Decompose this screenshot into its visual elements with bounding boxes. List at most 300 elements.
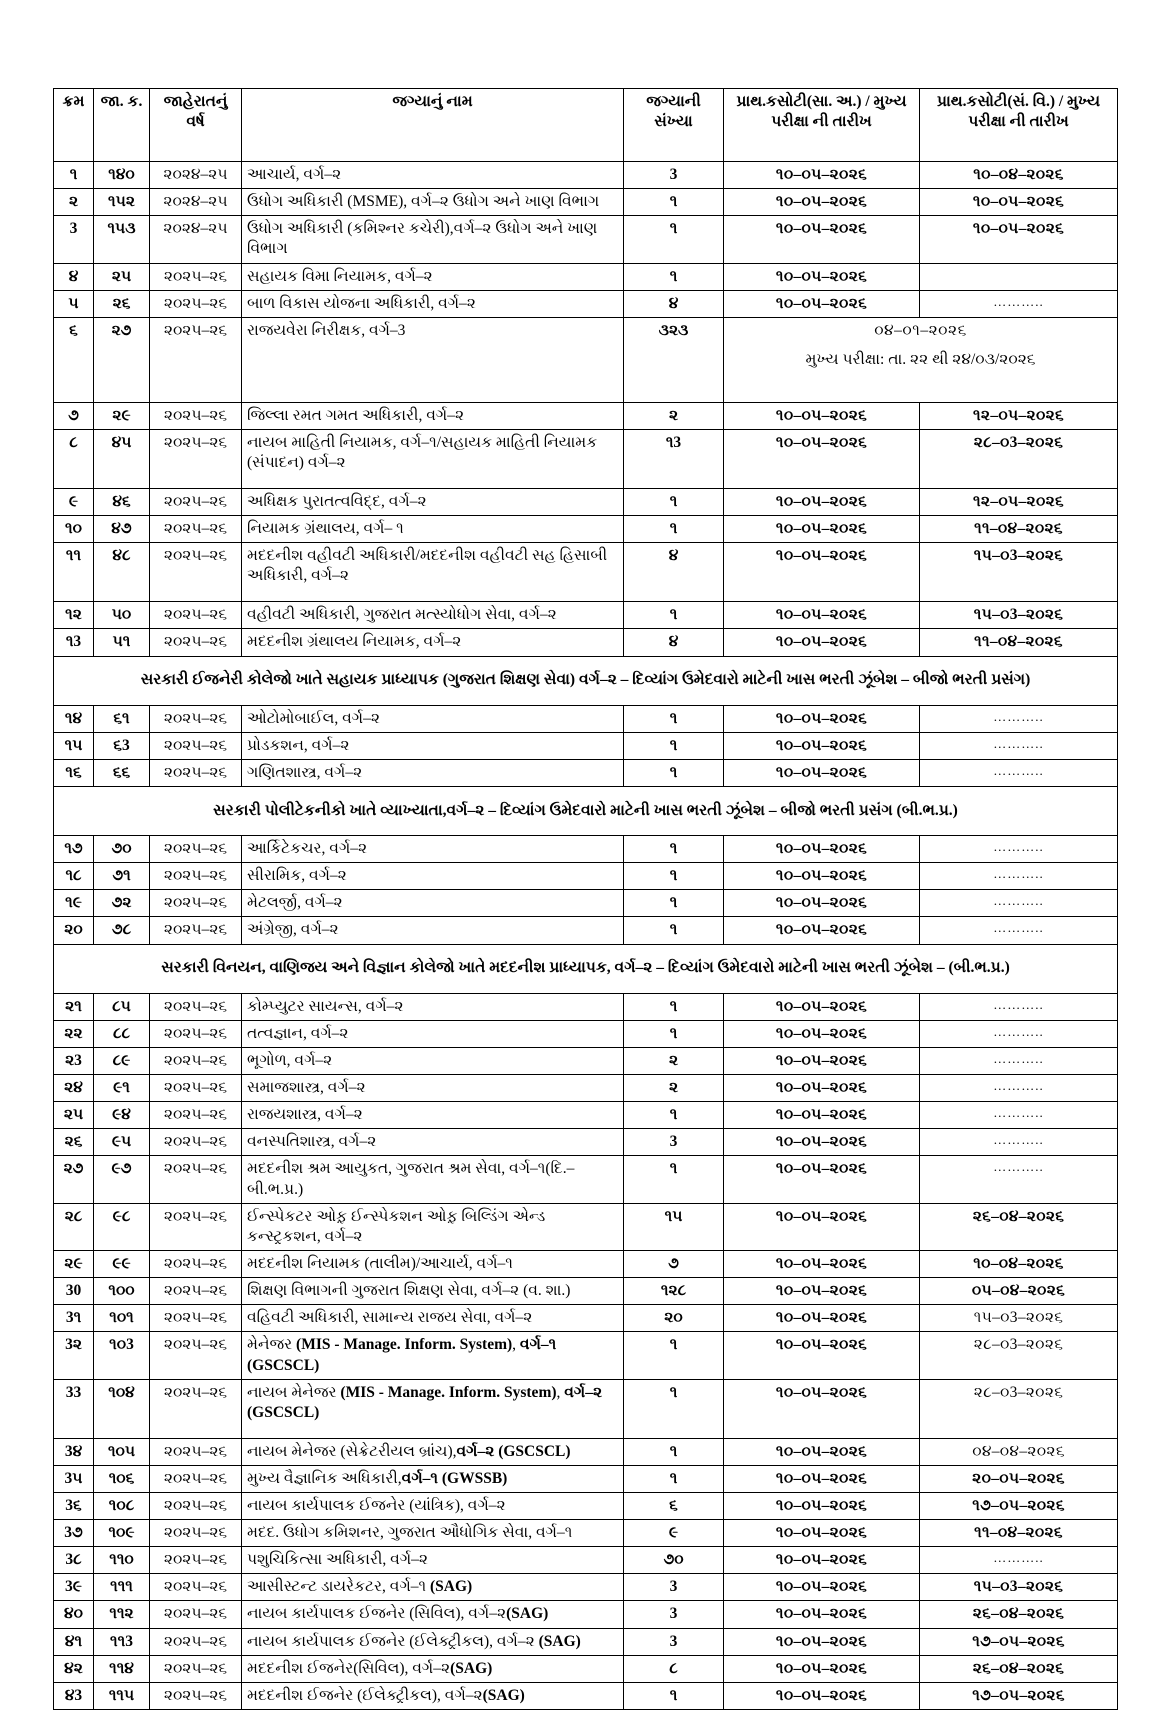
cell-advertisement-no: ૪૫	[94, 429, 150, 488]
cell-prelim-date-2: ૧૧–૦૪–૨૦૨૬	[920, 1520, 1118, 1547]
cell-post-name: ભૂગોળ, વર્ગ–૨	[242, 1047, 624, 1074]
cell-prelim-date-2: ૨૬–૦૪–૨૦૨૬	[920, 1601, 1118, 1628]
cell-post-name: મદદનીશ ઈજનેર(સિવિલ), વર્ગ–૨(SAG)	[242, 1655, 624, 1682]
cell-advertisement-no: ૬૧	[94, 705, 150, 732]
table-row	[54, 1682, 1118, 1709]
col-header-prelim-date-2: પ્રાથ.કસોટી(સં. વિ.) / મુખ્ય પરીક્ષા ની તારીખ	[920, 89, 1118, 162]
cell-advertisement-no: ૯૮	[94, 1203, 150, 1250]
cell-advertisement-year: ૨૦૨૫–૨૬	[150, 1438, 242, 1465]
cell-prelim-date-1: ૧૦–૦૫–૨૦૨૬	[724, 917, 920, 944]
cell-advertisement-year: ૨૦૨૫–૨૬	[150, 1250, 242, 1277]
merged-date-main-exam: મુખ્ય પરીક્ષા: તા. ૨૨ થી ૨૪/૦૩/૨૦૨૬	[805, 350, 1036, 368]
cell-prelim-date-2: ………..	[920, 705, 1118, 732]
cell-vacancy-count: ૧	[624, 263, 724, 290]
cell-advertisement-no: ૧૦૮	[94, 1492, 150, 1519]
cell-advertisement-no: ૧૦3	[94, 1332, 150, 1379]
cell-post-name: કોમ્પ્યુટર સાયન્સ, વર્ગ–૨	[242, 993, 624, 1020]
table-row	[54, 705, 1118, 732]
cell-prelim-date-2: ૧૫–૦3–૨૦૨૬	[920, 1574, 1118, 1601]
cell-post-name: રાજયવેરા નિરીક્ષક, વર્ગ–3	[242, 317, 624, 402]
cell-prelim-date-2: ૧૭–૦૫–૨૦૨૬	[920, 1682, 1118, 1709]
table-row	[54, 1074, 1118, 1101]
cell-vacancy-count: ૧	[624, 993, 724, 1020]
cell-post-name: નિયામક ગ્રંથાલય, વર્ગ– ૧	[242, 516, 624, 543]
cell-prelim-date-1: ૧૦–૦૫–૨૦૨૬	[724, 1547, 920, 1574]
cell-advertisement-no: ૧૦૧	[94, 1305, 150, 1332]
table-row	[54, 162, 1118, 189]
cell-prelim-date-1: ૧૦–૦૫–૨૦૨૬	[724, 732, 920, 759]
cell-prelim-date-1: ૧૦–૦૫–૨૦૨૬	[724, 216, 920, 263]
table-row	[54, 732, 1118, 759]
cell-vacancy-count: ૧	[624, 759, 724, 786]
cell-advertisement-year: ૨૦૨૫–૨૬	[150, 602, 242, 629]
cell-krm: ૪	[54, 263, 94, 290]
cell-advertisement-no: ૭૨	[94, 890, 150, 917]
table-row	[54, 1465, 1118, 1492]
cell-post-name: મદદનીશ વહીવટી અધિકારી/મદદનીશ વહીવટી સહ હિસાબી અધિકારી, વર્ગ–૨	[242, 543, 624, 602]
cell-advertisement-no: ૯૫	[94, 1129, 150, 1156]
cell-vacancy-count: ૧3	[624, 429, 724, 488]
cell-prelim-date-1: ૧૦–૦૫–૨૦૨૬	[724, 1492, 920, 1519]
cell-advertisement-no: ૧૦૬	[94, 1465, 150, 1492]
cell-post-name: પ્રોડકશન, વર્ગ–૨	[242, 732, 624, 759]
cell-prelim-date-1: ૧૦–૦૫–૨૦૨૬	[724, 1520, 920, 1547]
cell-prelim-date-1: ૧૦–૦૫–૨૦૨૬	[724, 488, 920, 515]
cell-prelim-date-2: ………..	[920, 1156, 1118, 1203]
table-row	[54, 1278, 1118, 1305]
cell-krm: 3૪	[54, 1438, 94, 1465]
table-row	[54, 1492, 1118, 1519]
cell-vacancy-count: ૨	[624, 1074, 724, 1101]
cell-advertisement-year: ૨૦૨૫–૨૬	[150, 1332, 242, 1379]
cell-advertisement-no: ૮૮	[94, 1020, 150, 1047]
cell-advertisement-year: ૨૦૨૫–૨૬	[150, 1465, 242, 1492]
cell-advertisement-year: ૨૦૨૫–૨૬	[150, 732, 242, 759]
cell-post-name: ઓટોમોબાઈલ, વર્ગ–૨	[242, 705, 624, 732]
cell-krm: ૨3	[54, 1047, 94, 1074]
cell-krm: 3૮	[54, 1547, 94, 1574]
cell-advertisement-no: ૨૬	[94, 290, 150, 317]
cell-krm: ૨	[54, 189, 94, 216]
cell-prelim-date-2: ………..	[920, 732, 1118, 759]
col-header-krm: ક્રમ	[54, 89, 94, 162]
cell-vacancy-count: ૧	[624, 1465, 724, 1492]
section-header-row	[54, 786, 1118, 835]
cell-advertisement-no: ૧૦૯	[94, 1520, 150, 1547]
cell-prelim-date-1: ૧૦–૦૫–૨૦૨૬	[724, 1278, 920, 1305]
cell-prelim-date-1: ૧૦–૦૫–૨૦૨૬	[724, 263, 920, 290]
recruitment-schedule-table	[53, 88, 1118, 1710]
cell-post-name: નાયબ માહિતી નિયામક, વર્ગ–૧/સહાયક માહિતી નિયામક (સંપાદન) વર્ગ–૨	[242, 429, 624, 488]
cell-post-name: મદદનીશ નિયામક (તાલીમ)/આચાર્ય, વર્ગ–૧	[242, 1250, 624, 1277]
cell-advertisement-no: ૨૭	[94, 317, 150, 402]
col-header-advertisement-year: જાહેરાતનું વર્ષ	[150, 89, 242, 162]
cell-prelim-date-1: ૧૦–૦૫–૨૦૨૬	[724, 835, 920, 862]
table-row	[54, 759, 1118, 786]
cell-advertisement-no: ૫૧	[94, 629, 150, 656]
cell-advertisement-year: ૨૦૨૫–૨૬	[150, 1492, 242, 1519]
cell-advertisement-year: ૨૦૨૫–૨૬	[150, 1628, 242, 1655]
table-row	[54, 917, 1118, 944]
cell-prelim-date-1: ૧૦–૦૫–૨૦૨૬	[724, 1682, 920, 1709]
cell-post-name: મેટલર્જી, વર્ગ–૨	[242, 890, 624, 917]
cell-prelim-date-1: ૧૦–૦૫–૨૦૨૬	[724, 1203, 920, 1250]
cell-krm: ૪3	[54, 1682, 94, 1709]
cell-prelim-date-2: ………..	[920, 1129, 1118, 1156]
table-row	[54, 1332, 1118, 1379]
table-row	[54, 993, 1118, 1020]
table-row	[54, 863, 1118, 890]
cell-krm: ૮	[54, 429, 94, 488]
cell-post-name: નાયબ મેનેજર (સેક્રેટરીયલ બ્રાંચ),વર્ગ–૨ (GSCSCL)	[242, 1438, 624, 1465]
cell-advertisement-year: ૨૦૨૫–૨૬	[150, 402, 242, 429]
section-header-title: સરકારી વિનયન, વાણિજય અને વિજ્ઞાન કોલેજો ખાતે મદદનીશ પ્રાધ્યાપક, વર્ગ–૨ – દિવ્યાંગ ઉમેદવારો માટેની ખાસ ભરતી ઝૂંબેશ – (બી.ભ.પ્ર.)	[54, 944, 1118, 993]
cell-advertisement-no: ૯૪	[94, 1102, 150, 1129]
cell-advertisement-year: ૨૦૨૪–૨૫	[150, 216, 242, 263]
col-header-advertisement-no: જા. ક.	[94, 89, 150, 162]
table-row	[54, 317, 1118, 402]
cell-prelim-date-2: ………..	[920, 290, 1118, 317]
cell-prelim-date-2: ૧૫–૦3–૨૦૨૬	[920, 602, 1118, 629]
cell-krm: ૨૫	[54, 1102, 94, 1129]
cell-prelim-date-2: ………..	[920, 993, 1118, 1020]
cell-post-name: મુખ્ય વૈજ્ઞાનિક અધિકારી,વર્ગ–૧ (GWSSB)	[242, 1465, 624, 1492]
cell-post-name: મદદનીશ ગ્રંથાલય નિયામક, વર્ગ–૨	[242, 629, 624, 656]
cell-post-name: બાળ વિકાસ યોજના અધિકારી, વર્ગ–૨	[242, 290, 624, 317]
cell-vacancy-count: 3	[624, 162, 724, 189]
cell-vacancy-count: ૧	[624, 1102, 724, 1129]
table-body	[54, 162, 1118, 1710]
cell-vacancy-count: ૨	[624, 402, 724, 429]
cell-post-name: રાજયશાસ્ત્ર, વર્ગ–૨	[242, 1102, 624, 1129]
cell-post-name: નાયબ કાર્યપાલક ઈજનેર (યાંત્રિક), વર્ગ–૨	[242, 1492, 624, 1519]
cell-krm: ૧૦	[54, 516, 94, 543]
cell-vacancy-count: ૯	[624, 1520, 724, 1547]
cell-prelim-date-1: ૧૦–૦૫–૨૦૨૬	[724, 516, 920, 543]
cell-prelim-date-1: ૧૦–૦૫–૨૦૨૬	[724, 1332, 920, 1379]
cell-advertisement-no: ૬3	[94, 732, 150, 759]
cell-prelim-date-1: ૧૦–૦૫–૨૦૨૬	[724, 1655, 920, 1682]
cell-post-name: મદદનીશ શ્રમ આયુકત, ગુજરાત શ્રમ સેવા, વર્ગ–૧(દિ.– બી.ભ.પ્ર.)	[242, 1156, 624, 1203]
cell-advertisement-year: ૨૦૨૫–૨૬	[150, 629, 242, 656]
table-row	[54, 1628, 1118, 1655]
cell-advertisement-year: ૨૦૨૫–૨૬	[150, 1156, 242, 1203]
cell-krm: ૧૯	[54, 890, 94, 917]
cell-prelim-date-2: ૧૧–૦૪–૨૦૨૬	[920, 516, 1118, 543]
cell-krm: ૧૧	[54, 543, 94, 602]
cell-advertisement-no: ૧૧૪	[94, 1655, 150, 1682]
cell-vacancy-count: ૧	[624, 216, 724, 263]
cell-advertisement-year: ૨૦૨૫–૨૬	[150, 1020, 242, 1047]
cell-prelim-date-1: ૧૦–૦૫–૨૦૨૬	[724, 1601, 920, 1628]
cell-krm: 3૫	[54, 1465, 94, 1492]
cell-advertisement-year: ૨૦૨૫–૨૬	[150, 917, 242, 944]
cell-advertisement-no: ૯૯	[94, 1250, 150, 1277]
cell-vacancy-count: ૧	[624, 705, 724, 732]
cell-post-name: આચાર્ય, વર્ગ–૨	[242, 162, 624, 189]
cell-advertisement-no: ૮૫	[94, 993, 150, 1020]
cell-advertisement-no: ૧૪૦	[94, 162, 150, 189]
cell-advertisement-year: ૨૦૨૫–૨૬	[150, 263, 242, 290]
cell-krm: 3૨	[54, 1332, 94, 1379]
cell-post-name: નાયબ કાર્યપાલક ઈજનેર (સિવિલ), વર્ગ–૨(SAG)	[242, 1601, 624, 1628]
cell-krm: ૧૫	[54, 732, 94, 759]
cell-vacancy-count: ૧૫	[624, 1203, 724, 1250]
cell-advertisement-year: ૨૦૨૫–૨૬	[150, 1203, 242, 1250]
cell-prelim-date-1: ૧૦–૦૫–૨૦૨૬	[724, 1305, 920, 1332]
table-row	[54, 429, 1118, 488]
cell-advertisement-no: ૮૯	[94, 1047, 150, 1074]
cell-prelim-date-2: ૧૦–૦૪–૨૦૨૬	[920, 1250, 1118, 1277]
cell-vacancy-count: ૧	[624, 189, 724, 216]
table-row	[54, 402, 1118, 429]
table-row	[54, 543, 1118, 602]
cell-prelim-date-1: ૧૦–૦૫–૨૦૨૬	[724, 993, 920, 1020]
cell-advertisement-year: ૨૦૨૫–૨૬	[150, 1102, 242, 1129]
cell-advertisement-year: ૨૦૨૫–૨૬	[150, 759, 242, 786]
table-row	[54, 1047, 1118, 1074]
cell-prelim-date-1: ૧૦–૦૫–૨૦૨૬	[724, 1074, 920, 1101]
cell-vacancy-count: ૧	[624, 1332, 724, 1379]
cell-prelim-date-2: ૧૦–૦૫–૨૦૨૬	[920, 189, 1118, 216]
cell-post-name: મદદનીશ ઈજનેર (ઈલેક્ટ્રીકલ), વર્ગ–૨(SAG)	[242, 1682, 624, 1709]
cell-vacancy-count: 3	[624, 1129, 724, 1156]
table-row	[54, 890, 1118, 917]
table-row	[54, 189, 1118, 216]
cell-advertisement-year: ૨૦૨૫–૨૬	[150, 890, 242, 917]
cell-advertisement-no: ૯૧	[94, 1074, 150, 1101]
cell-advertisement-year: ૨૦૨૫–૨૬	[150, 1379, 242, 1438]
cell-prelim-date-1: ૧૦–૦૫–૨૦૨૬	[724, 1156, 920, 1203]
cell-post-name: અંગ્રેજી, વર્ગ–૨	[242, 917, 624, 944]
cell-krm: ૯	[54, 488, 94, 515]
cell-krm: 3૯	[54, 1574, 94, 1601]
cell-advertisement-no: ૭૮	[94, 917, 150, 944]
section-header-row	[54, 944, 1118, 993]
cell-post-name: આસીસ્ટન્ટ ડાયરેકટર, વર્ગ–૧ (SAG)	[242, 1574, 624, 1601]
cell-vacancy-count: 3	[624, 1628, 724, 1655]
cell-vacancy-count: ૧	[624, 488, 724, 515]
cell-krm: 33	[54, 1379, 94, 1438]
cell-advertisement-no: ૧૦૫	[94, 1438, 150, 1465]
cell-prelim-date-2: ………..	[920, 890, 1118, 917]
cell-vacancy-count: ૪	[624, 543, 724, 602]
table-row	[54, 629, 1118, 656]
cell-post-name: નાયબ મેનેજર (MIS - Manage. Inform. System), વર્ગ–૨ (GSCSCL)	[242, 1379, 624, 1438]
cell-krm: ૧૬	[54, 759, 94, 786]
cell-prelim-date-2: ………..	[920, 835, 1118, 862]
table-row	[54, 1129, 1118, 1156]
cell-prelim-date-1: ૧૦–૦૫–૨૦૨૬	[724, 602, 920, 629]
cell-krm: ૧૭	[54, 835, 94, 862]
cell-merged-exam-date	[724, 317, 1118, 402]
cell-prelim-date-1: ૧૦–૦૫–૨૦૨૬	[724, 890, 920, 917]
cell-prelim-date-2	[920, 263, 1118, 290]
cell-prelim-date-2: ૨૮–૦3–૨૦૨૬	[920, 429, 1118, 488]
cell-advertisement-no: ૧૦૦	[94, 1278, 150, 1305]
cell-prelim-date-2: ૧૧–૦૪–૨૦૨૬	[920, 629, 1118, 656]
cell-post-name: આર્કિટેકચર, વર્ગ–૨	[242, 835, 624, 862]
cell-prelim-date-1: ૧૦–૦૫–૨૦૨૬	[724, 759, 920, 786]
cell-krm: ૪૨	[54, 1655, 94, 1682]
cell-prelim-date-2: ૧૨–૦૫–૨૦૨૬	[920, 402, 1118, 429]
cell-prelim-date-2: ૨૮–૦3–૨૦૨૬	[920, 1379, 1118, 1438]
table-row	[54, 216, 1118, 263]
col-header-post-name: જગ્યાનું નામ	[242, 89, 624, 162]
cell-prelim-date-2: ………..	[920, 1020, 1118, 1047]
cell-prelim-date-2: ………..	[920, 863, 1118, 890]
cell-vacancy-count: ૨	[624, 1047, 724, 1074]
cell-advertisement-year: ૨૦૨૫–૨૬	[150, 1682, 242, 1709]
cell-post-name: પશુચિકિત્સા અધિકારી, વર્ગ–૨	[242, 1547, 624, 1574]
cell-advertisement-no: ૯૭	[94, 1156, 150, 1203]
cell-advertisement-no: ૪૮	[94, 543, 150, 602]
cell-prelim-date-1: ૧૦–૦૫–૨૦૨૬	[724, 429, 920, 488]
cell-post-name: ઈન્સ્પેકટર ઓફ઼ ઈન્સ્પેકશન ઓફ઼ બિલ્ડિંગ એન્ડ કન્સ્ટ્રકશન, વર્ગ–૨	[242, 1203, 624, 1250]
cell-advertisement-no: ૧૦૪	[94, 1379, 150, 1438]
cell-krm: 3૬	[54, 1492, 94, 1519]
cell-advertisement-year: ૨૦૨૫–૨૬	[150, 317, 242, 402]
cell-prelim-date-2: ………..	[920, 1074, 1118, 1101]
cell-prelim-date-2: ૦૫–૦૪–૨૦૨૬	[920, 1278, 1118, 1305]
cell-vacancy-count: ૭૦	[624, 1547, 724, 1574]
cell-prelim-date-2: ૧૭–૦૫–૨૦૨૬	[920, 1492, 1118, 1519]
section-header-row	[54, 656, 1118, 705]
cell-vacancy-count: ૧	[624, 835, 724, 862]
header-row	[54, 89, 1118, 162]
cell-vacancy-count: 3	[624, 1574, 724, 1601]
table-row	[54, 1655, 1118, 1682]
cell-advertisement-no: ૫૦	[94, 602, 150, 629]
table-row	[54, 1379, 1118, 1438]
cell-advertisement-year: ૨૦૨૪–૨૫	[150, 162, 242, 189]
cell-advertisement-year: ૨૦૨૫–૨૬	[150, 1074, 242, 1101]
merged-date-primary: ૦૪–૦૧–૨૦૨૬	[874, 321, 967, 339]
cell-prelim-date-1: ૧૦–૦૫–૨૦૨૬	[724, 1379, 920, 1438]
cell-krm: ૨૮	[54, 1203, 94, 1250]
cell-post-name: સહાયક વિમા નિયામક, વર્ગ–૨	[242, 263, 624, 290]
cell-post-name: સીરામિક, વર્ગ–૨	[242, 863, 624, 890]
cell-prelim-date-2: ………..	[920, 1102, 1118, 1129]
cell-krm: 3	[54, 216, 94, 263]
cell-prelim-date-2: ૨૬–૦૪–૨૦૨૬	[920, 1655, 1118, 1682]
cell-advertisement-year: ૨૦૨૫–૨૬	[150, 1601, 242, 1628]
cell-prelim-date-1: ૧૦–૦૫–૨૦૨૬	[724, 290, 920, 317]
table-row	[54, 1520, 1118, 1547]
cell-prelim-date-2: ૧૦–૦૫–૨૦૨૬	[920, 216, 1118, 263]
cell-post-name: ઉધોગ અધિકારી (MSME), વર્ગ–૨ ઉધોગ અને ખાણ વિભાગ	[242, 189, 624, 216]
cell-krm: 3૧	[54, 1305, 94, 1332]
table-header	[54, 89, 1118, 162]
section-header-title: સરકારી ઈજનેરી કોલેજો ખાતે સહાયક પ્રાધ્યાપક (ગુજરાત શિક્ષણ સેવા) વર્ગ–૨ – દિવ્યાંગ ઉમેદવારો માટેની ખાસ ભરતી ઝૂંબેશ – બીજો ભરતી પ્રસંગ)	[54, 656, 1118, 705]
cell-prelim-date-2: ૧૨–૦૫–૨૦૨૬	[920, 488, 1118, 515]
table-row	[54, 290, 1118, 317]
cell-prelim-date-2: ૧૫–૦3–૨૦૨૬	[920, 543, 1118, 602]
cell-prelim-date-1: ૧૦–૦૫–૨૦૨૬	[724, 1250, 920, 1277]
cell-advertisement-year: ૨૦૨૫–૨૬	[150, 290, 242, 317]
cell-vacancy-count: ૧	[624, 602, 724, 629]
cell-prelim-date-2: ૦૪–૦૪–૨૦૨૬	[920, 1438, 1118, 1465]
cell-prelim-date-1: ૧૦–૦૫–૨૦૨૬	[724, 1047, 920, 1074]
cell-advertisement-no: ૧૫૩	[94, 216, 150, 263]
cell-prelim-date-1: ૧૦–૦૫–૨૦૨૬	[724, 1465, 920, 1492]
cell-vacancy-count: ૪	[624, 629, 724, 656]
cell-vacancy-count: ૧	[624, 516, 724, 543]
cell-advertisement-no: ૧૫૨	[94, 189, 150, 216]
cell-vacancy-count: ૪	[624, 290, 724, 317]
cell-prelim-date-2: ૨૦–૦૫–૨૦૨૬	[920, 1465, 1118, 1492]
cell-advertisement-year: ૨૦૨૫–૨૬	[150, 516, 242, 543]
cell-advertisement-no: ૨૯	[94, 402, 150, 429]
cell-post-name: મદદ. ઉધોગ કમિશનર, ગુજરાત ઔધોગિક સેવા, વર્ગ–૧	[242, 1520, 624, 1547]
cell-prelim-date-1: ૧૦–૦૫–૨૦૨૬	[724, 1129, 920, 1156]
cell-vacancy-count: ૧	[624, 1156, 724, 1203]
table-row	[54, 1203, 1118, 1250]
cell-vacancy-count: ૧	[624, 1379, 724, 1438]
cell-krm: ૨૧	[54, 993, 94, 1020]
cell-prelim-date-1: ૧૦–૦૫–૨૦૨૬	[724, 543, 920, 602]
cell-advertisement-no: ૪૭	[94, 516, 150, 543]
cell-prelim-date-2: ૧૦–૦૪–૨૦૨૬	[920, 162, 1118, 189]
cell-krm: ૬	[54, 317, 94, 402]
cell-prelim-date-1: ૧૦–૦૫–૨૦૨૬	[724, 1574, 920, 1601]
cell-vacancy-count: ૧૨૮	[624, 1278, 724, 1305]
cell-krm: ૧૪	[54, 705, 94, 732]
cell-krm: ૨૨	[54, 1020, 94, 1047]
table-row	[54, 488, 1118, 515]
cell-krm: ૪૦	[54, 1601, 94, 1628]
cell-post-name: વહિવટી અધિકારી, સામાન્ય રાજય સેવા, વર્ગ–૨	[242, 1305, 624, 1332]
cell-prelim-date-2: ૧૭–૦૫–૨૦૨૬	[920, 1628, 1118, 1655]
table-row	[54, 1156, 1118, 1203]
table-row	[54, 1305, 1118, 1332]
cell-krm: 3૭	[54, 1520, 94, 1547]
cell-advertisement-year: ૨૦૨૫–૨૬	[150, 863, 242, 890]
cell-post-name: અધિક્ષક પુરાતત્વવિદ્દ, વર્ગ–૨	[242, 488, 624, 515]
cell-vacancy-count: ૨૦	[624, 1305, 724, 1332]
cell-advertisement-no: ૬૬	[94, 759, 150, 786]
cell-advertisement-year: ૨૦૨૫–૨૬	[150, 1520, 242, 1547]
cell-advertisement-year: ૨૦૨૫–૨૬	[150, 1574, 242, 1601]
cell-krm: ૨૯	[54, 1250, 94, 1277]
cell-krm: ૫	[54, 290, 94, 317]
table-row	[54, 1574, 1118, 1601]
cell-prelim-date-2: ………..	[920, 1547, 1118, 1574]
cell-vacancy-count: ૧	[624, 917, 724, 944]
cell-advertisement-no: ૪૬	[94, 488, 150, 515]
table-row	[54, 1547, 1118, 1574]
table-row	[54, 263, 1118, 290]
cell-vacancy-count: ૭	[624, 1250, 724, 1277]
cell-advertisement-year: ૨૦૨૫–૨૬	[150, 1655, 242, 1682]
cell-krm: 30	[54, 1278, 94, 1305]
cell-advertisement-year: ૨૦૨૫–૨૬	[150, 835, 242, 862]
cell-advertisement-no: ૧૧૦	[94, 1547, 150, 1574]
col-header-prelim-date-1: પ્રાથ.કસોટી(સા. અ.) / મુખ્ય પરીક્ષા ની તારીખ	[724, 89, 920, 162]
cell-prelim-date-1: ૧૦–૦૫–૨૦૨૬	[724, 1628, 920, 1655]
cell-prelim-date-1: ૧૦–૦૫–૨૦૨૬	[724, 863, 920, 890]
cell-prelim-date-1: ૧૦–૦૫–૨૦૨૬	[724, 705, 920, 732]
cell-advertisement-no: ૭૦	[94, 835, 150, 862]
cell-post-name: મેનેજર (MIS - Manage. Inform. System), વર્ગ–૧ (GSCSCL)	[242, 1332, 624, 1379]
cell-prelim-date-2: ૨૮–૦3–૨૦૨૬	[920, 1332, 1118, 1379]
cell-post-name: શિક્ષણ વિભાગની ગુજરાત શિક્ષણ સેવા, વર્ગ–૨ (વ. શા.)	[242, 1278, 624, 1305]
cell-advertisement-year: ૨૦૨૫–૨૬	[150, 488, 242, 515]
cell-prelim-date-1: ૧૦–૦૫–૨૦૨૬	[724, 1020, 920, 1047]
cell-prelim-date-1: ૧૦–૦૫–૨૦૨૬	[724, 629, 920, 656]
cell-krm: ૭	[54, 402, 94, 429]
cell-prelim-date-1: ૧૦–૦૫–૨૦૨૬	[724, 1438, 920, 1465]
